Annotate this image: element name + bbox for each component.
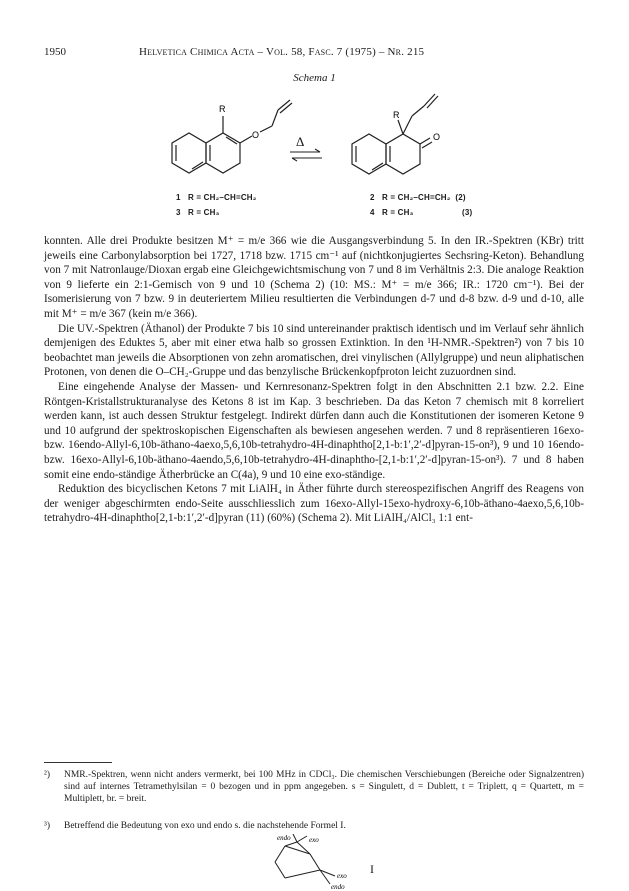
paragraph-4: Reduktion des bicyclischen Ketons 7 mit LiAlH₄ in Äther führte durch stereospezifischen Angriff des Reagens von der weniger abgeschirmten endo-Seite ausschliesslich zum 16exo-Allyl-15exo-hydroxy-6,10b-äthano-4aexo,5,6,10b-tetrahydro-4H-dinaphtho[2,1-b:1′,2′-d]pyran (11) (60%) (Schema 2). Mit LiAlH₄/AlCl₃ 1:1 ent-: [44, 483, 584, 525]
right-r-label: R: [393, 110, 400, 120]
formula-exo-top: exo: [309, 836, 319, 844]
formula-endo-top: endo: [277, 834, 291, 842]
compound-label-1: 1 R = CH₂–CH=CH₂: [176, 193, 257, 202]
footnote-2-text: NMR.-Spektren, wenn nicht anders vermerkt, bei 100 MHz in CDCl₃. Die chemischen Verschiebungen (Bereiche oder Signalzentren) sind auf internes Tetramethylsilan = 0 bezogen und in ppm angegeben. s = Singulett, d = Dublett, t = Triplett, q = Quartett, m = Multiplett, br. = breit.: [64, 770, 584, 805]
running-header: [44, 46, 585, 62]
formula-endo-bottom: endo: [331, 883, 345, 891]
right-structure: [340, 86, 460, 186]
footnote-rule: [44, 762, 112, 763]
footnote-2: [44, 769, 584, 806]
left-structure: [150, 88, 300, 188]
footnote-3: [44, 820, 584, 832]
footnote-3-number: ³): [44, 821, 51, 831]
paragraph-1: konnten. Alle drei Produkte besitzen M⁺ = m/e 366 wie die Ausgangsverbindung 5. In den IR.-Spektren (KBr) tritt jeweils eine Carbonylabsorption bei 1727, 1718 bzw. 1715 cm⁻¹ auf (nichtkonjugiertes Sechsring-Keton). Behandlung von 7 mit Natronlauge/Dioxan ergab eine Gleichgewichtsmischung von 7 und 8 im Verhältnis 2:3. Die analoge Reaktion von 9 lieferte ein 2:1-Gemisch von 9 und 10 (Schema 2) (10: MS.: M⁺ = m/e 366; IR.: 1720 cm⁻¹). Bei der Isomerisierung von 7 bzw. 9 in deuteriertem Milieu resultierten die Verbindungen d-7 und d-8 bzw. d-9 und d-10, alle mit M⁺ = m/e 367 (kein m/e 366).: [44, 235, 584, 320]
compound-label-2: 2 R = CH₂–CH=CH₂ (2): [370, 193, 466, 202]
journal-citation: Helvetica Chimica Acta – Vol. 58, Fasc. 7 (1975) – Nr. 215: [139, 46, 425, 58]
formula-i-label: I: [370, 862, 374, 876]
arrow-delta: Δ: [296, 134, 305, 149]
footnote-2-number: ²): [44, 770, 51, 780]
paragraph-3: Eine eingehende Analyse der Massen- und Kernresonanz-Spektren folgt in den Abschnitten 2.1 bzw. 2.2. Eine Röntgen-Kristallstrukturanalyse des Ketons 8 ist im Kap. 3 beschrieben. Da das Keton 7 chemisch mit 8 korreliert werden kann, ist auch dessen Struktur festgelegt. Indirekt dürfen dann auch die Konstitutionen der isomeren Ketone 9 und 10 aufgrund der spektroskopischen Eigenschaften als bewiesen angesehen werden. 7 und 8 repräsentieren 16exo- bzw. 16endo-Allyl-6,10b-äthano-4aexo,5,6,10b-tetrahydro-4H-dinaphtho[2,1-b:1′,2′-d]pyran-15-on³), 9 und 10 16endo- bzw. 16exo-Allyl-6,10b-äthano-4aendo,5,6,10b-tetrahydro-4H-dinaphtho-[2,1-b:1′,2′-d]pyran-15-on³). 7 und 8 haben somit eine endo-ständige Ätherbrücke an C(4a), 9 und 10 eine exo-ständige.: [44, 380, 584, 481]
right-o-label: O: [433, 132, 441, 142]
left-o-label: O: [252, 130, 260, 140]
compound-label-4: 4 R = CH₃ (3): [370, 208, 473, 217]
paragraph-2: Die UV.-Spektren (Äthanol) der Produkte 7 bis 10 sind untereinander praktisch identisch und im Verlauf sehr ähnlich demjenigen des Eduktes 5, aber mit einer etwa halb so grossen Extinktion. In den ¹H-NMR.-Spektren²) von 7 bis 10 beobachtet man jeweils die Absorptionen von zehn aromatischen, drei vinylischen (Allylgruppe) und neun aliphatischen Protonen, von denen die O–CH₂-Gruppe und das benzylische Brückenkopfproton leicht zuzuordnen sind.: [44, 322, 584, 379]
left-r-label: R: [219, 104, 226, 114]
page-number: 1950: [44, 46, 66, 58]
body-text: [44, 234, 584, 526]
formula-exo-right: exo: [337, 872, 347, 880]
footnote-3-text: Betreffend die Bedeutung von exo und endo s. die nachstehende Formel I.: [64, 821, 346, 831]
formula-i-structure: [255, 834, 365, 891]
compound-label-3: 3 R = CH₃: [176, 208, 220, 217]
equilibrium-arrow: [288, 148, 324, 162]
scheme-title: Schema 1: [293, 72, 336, 84]
